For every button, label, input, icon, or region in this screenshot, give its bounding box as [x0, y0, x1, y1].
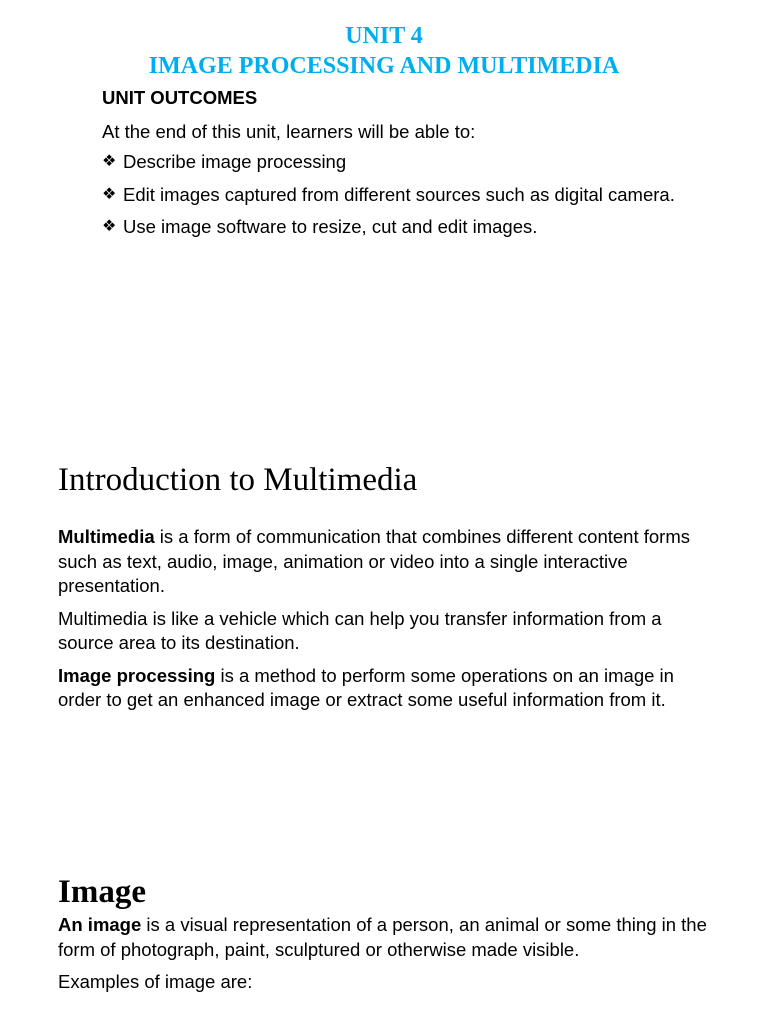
multimedia-term: Multimedia [58, 526, 155, 547]
diamond-bullet-icon: ❖ [102, 218, 117, 235]
multimedia-definition-text: is a form of communication that combines different content forms such as text, audio, image, animation or video into a single interactive presentation. [58, 526, 690, 596]
image-definition-text: is a visual representation of a person, an animal or some thing in the form of photograph, paint, sculptured or otherwise made visible. [58, 914, 707, 960]
introduction-body [58, 525, 718, 721]
outcome-item [102, 183, 692, 208]
introduction-heading: Introduction to Multimedia [58, 462, 418, 498]
image-heading: Image [58, 874, 146, 910]
image-processing-definition-text: is a method to perform some operations on an image in order to get an enhanced image or extract some useful information from it. [58, 664, 674, 710]
multimedia-analogy: Multimedia is like a vehicle which can help you transfer information from a source area to its destination. [58, 607, 662, 653]
image-definition [58, 913, 718, 962]
unit-outcomes-list [102, 150, 692, 248]
outcome-text: Edit images captured from different sources such as digital camera. [123, 183, 675, 205]
unit-number-title: UNIT 4 [345, 23, 423, 49]
unit-title: IMAGE PROCESSING AND MULTIMEDIA [148, 53, 620, 79]
diamond-bullet-icon: ❖ [102, 153, 117, 170]
unit-outcomes-intro: At the end of this unit, learners will be able to: [102, 121, 476, 142]
image-processing-term: Image processing [58, 664, 216, 686]
outcome-text: Describe image processing [123, 151, 347, 172]
unit-outcomes-heading: UNIT OUTCOMES [102, 87, 258, 108]
outcome-item [102, 150, 692, 175]
outcome-item [102, 215, 692, 240]
outcome-text: Use image software to resize, cut and edit images. [123, 216, 538, 237]
image-term: An image [58, 914, 142, 935]
image-examples-intro: Examples of image are: [58, 971, 253, 992]
image-processing-definition [58, 664, 718, 713]
image-section-body [58, 913, 718, 1003]
multimedia-definition [58, 525, 718, 599]
diamond-bullet-icon: ❖ [102, 185, 117, 203]
